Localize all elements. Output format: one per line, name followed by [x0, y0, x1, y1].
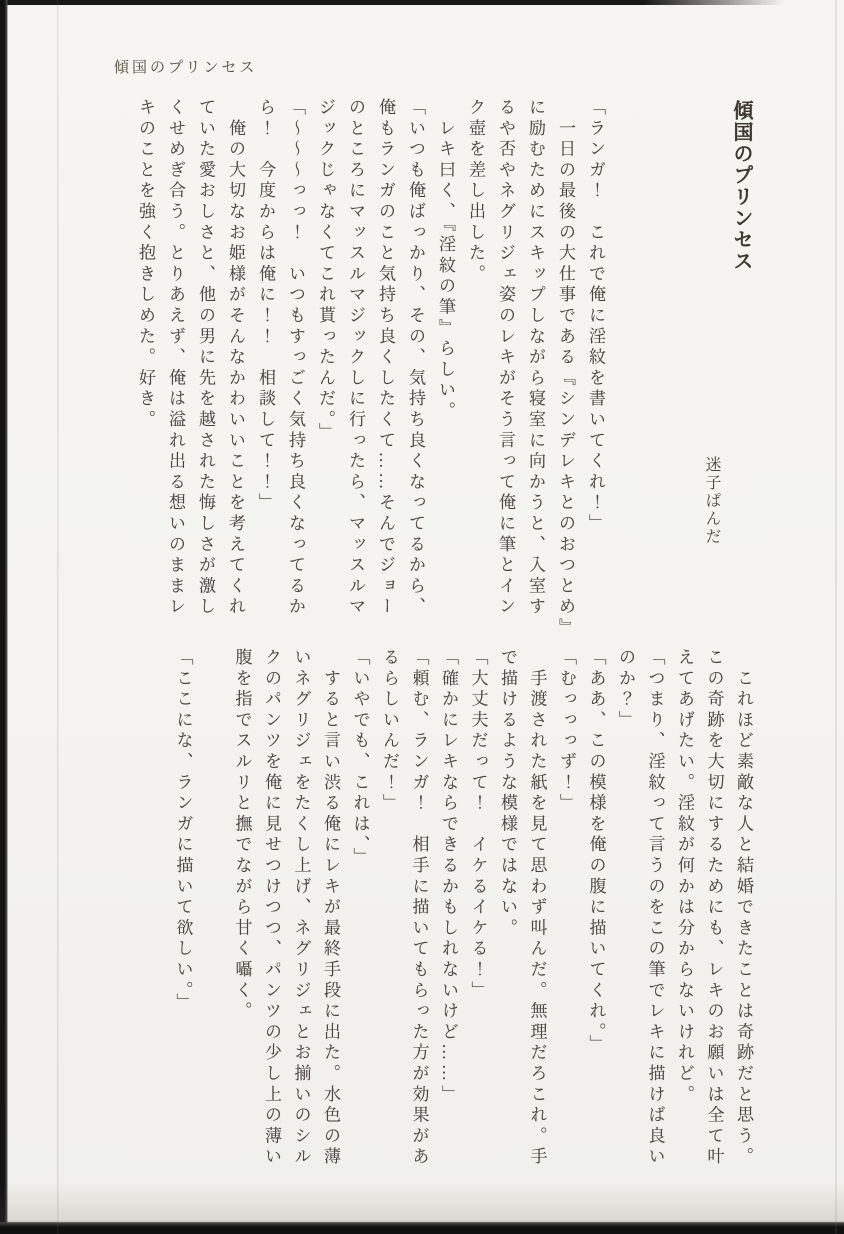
- text-line: えてあげたい。淫紋が何かは分からないけれど。: [675, 648, 694, 1106]
- page-fold-line: [57, 0, 59, 1234]
- scan-edge-right: [835, 0, 837, 1234]
- text-line: 一日の最後の大仕事である『シンデレキとのおつとめ』: [556, 98, 575, 639]
- text-line: るや否やネグリジェ姿のレキがそう言って俺に筆とイン: [496, 98, 515, 618]
- text-line: 「ランガ！ これで俺に淫紋を書いてくれ！」: [586, 98, 605, 535]
- text-line: [198, 648, 228, 1196]
- text-line: るらしいんだ！」: [380, 648, 399, 815]
- title-block: [696, 100, 756, 546]
- scan-edge-bottom: [0, 1221, 844, 1234]
- text-line: ていた愛おしさと、他の男に先を越された悔しさが激し: [196, 98, 215, 618]
- text-line: キのことを強く抱きしめた。好き。: [136, 98, 155, 431]
- text-line: 「頼む、ランガ！ 相手に描いてもらった方が効果があ: [409, 648, 429, 1168]
- text-line: 俺もランガのこと気持ち良くしたくて……そんでジョー: [376, 98, 395, 618]
- text-line: 「ここにな、ランガに描いて欲しい。」: [173, 648, 193, 1014]
- author-name: 迷子ぱんだ: [703, 456, 720, 546]
- text-line: のところにマッスルマジックしに行ったら、マッスルマ: [346, 98, 365, 618]
- text-line: これほど素敵な人と結婚できたことは奇跡だと思う。: [734, 648, 753, 1168]
- scan-edge-top: [0, 0, 785, 5]
- text-line: ジックじゃなくてこれ貰ったんだ。」: [316, 98, 335, 444]
- text-line: 「ああ、この模様を俺の腹に描いてくれ。」: [586, 648, 606, 1056]
- text-line: この奇跡を大切にするためにも、レキのお願いは全て叶: [704, 648, 724, 1168]
- text-line: 俺の大切なお姫様がそんなかわいいことを考えてくれ: [226, 98, 245, 618]
- text-line: すると言い渋る俺にレキが最終手段に出た。水色の薄: [321, 648, 340, 1168]
- text-line: くせめぎ合う。とりあえず、俺は溢れ出る想いのままレ: [166, 98, 185, 618]
- text-line: レキ曰く、『淫紋の筆』らしい。: [436, 98, 455, 423]
- text-line: 「つまり、淫紋って言うのをこの筆でレキに描けば良い: [645, 648, 665, 1168]
- text-line: 「確かにレキならできるかもしれないけど……」: [439, 648, 458, 1106]
- text-line: 腹を指でスルリと撫でながら甘く囁く。: [232, 648, 252, 1023]
- text-line: 「〜〜〜っっ！ いつもすっごく気持ち良くなってるか: [286, 98, 305, 618]
- text-line: のか？」: [616, 648, 635, 732]
- story-title: 傾国のプリンセス: [730, 100, 752, 272]
- text-line: いネグリジェをたくし上げ、ネグリジェとお揃いのシル: [291, 648, 311, 1168]
- text-line: 手渡された紙を見て思わず叫んだ。無理だろこれ。手: [527, 648, 547, 1168]
- text-line: ク壺を差し出した。: [466, 98, 485, 286]
- text-line: 「いやでも、これは、」: [350, 648, 370, 869]
- text-line: に励むためにスキップしながら寝室に向かうと、入室す: [526, 98, 545, 618]
- text-block-lower: [168, 648, 758, 1196]
- text-line: で描けるような模様ではない。: [498, 648, 517, 940]
- text-line: 「いつも俺ばっかり、その、気持ち良くなってるから、: [406, 98, 425, 618]
- text-line: 「むっっっず！」: [557, 648, 576, 815]
- text-line: クのパンツを俺に見せつけつつ、パンツの少し上の薄い: [262, 648, 281, 1168]
- running-header: 傾国のプリンセス: [114, 60, 258, 76]
- text-block-upper: [130, 98, 610, 646]
- text-line: ら！ 今度からは俺に！！ 相談して！！」: [256, 98, 275, 514]
- text-line: 「大丈夫だって！ イケるイケる！」: [468, 648, 488, 1002]
- scan-edge-left: [0, 0, 8, 1234]
